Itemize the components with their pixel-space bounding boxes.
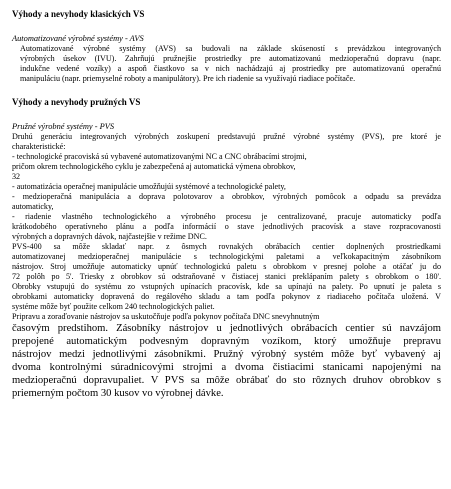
subheading-avs: Automatizované výrobné systémy - AVS <box>12 34 144 43</box>
text-line: obrobkami automaticky dopravená do regálového skladu a tam podľa pokynov z riadiaceho počítača uložená. V <box>12 292 441 301</box>
heading-classic-vs: Výhody a nevyhody klasických VS <box>12 9 145 19</box>
text-line: Pripravu a zoraďovanie nástrojov sa uskutočňuje podľa pokynov počítača DNC snevyhnutným <box>12 312 320 321</box>
text-line: Obrobky vstupujú do systému zo vstupných upínacích pracovísk, kde sa upínajú na palety. Po upnutí je paleta s <box>12 282 441 291</box>
text-line: systéme môže byť použite celkom 240 technologických paliet. <box>12 302 215 311</box>
text-line: automatizovanej medzioperačnej manipulácie s technologickými paletami a veľkokapacitným zásobníkom <box>12 252 441 261</box>
text-line-large: nástrojov medzi jednotlivými zásobníkmi. Pružný výrobný systém môže byť vybavený aj <box>12 349 441 360</box>
text-line: indukčne vedené vozíky) a aspoň čiastkovo sa v nich nachádzajú aj prostriedky pre automatizovanú operačnú <box>20 64 441 73</box>
text-line: nástrojov. Stroj umožňuje automaticky upnúť technologickú paletu s obrobkom v presnej polohe a otáčať ju do <box>12 262 441 271</box>
list-item: - medzioperačná manipulácia a doprava polotovarov a obrobkov, výrobných pomôcok a odpadu sa prevádza <box>12 192 441 201</box>
text-line-large: časovým predstihom. Zásobníky nástrojov u jednotlivých obrábacích centier sú navzájom <box>12 323 441 334</box>
text-line-large: medzioperačnú dopravupaliet. V PVS sa môže obrábať do sto rôznych druhov obrobkov s <box>12 375 441 386</box>
list-item: - automatizácia operačnej manipulácie umožňujúi systémové a technologické palety, <box>12 182 286 191</box>
text-line: automaticky, <box>12 202 54 211</box>
text-line: Druhú generáciu integrovaných výrobných zoskupení predstavujú pružné výrobné systémy (PVS), pre ktoré je <box>12 132 441 141</box>
list-item: - riadenie vlastného technologického a výrobného procesu je centralizované, pracuje automaticky podľa <box>12 212 441 221</box>
text-line: výrobných úsekov (IVU). Zahrňujú pružnejšie prostriedky pre automatizovanú medzioperačnú dopravu (napr. <box>20 54 441 63</box>
text-line: charakteristické: <box>12 142 66 151</box>
text-line: pričom okrem technologického cyklu je zabezpečená aj automatická výmena obrobkov, <box>12 162 296 171</box>
subheading-pvs: Pružné výrobné systémy - PVS <box>12 122 115 131</box>
text-line: Automatizované výrobné systémy (AVS) sa budovali na základe skúseností s prevádzkou integrovaných <box>20 44 441 53</box>
text-line: výrobných a dopravných dávok, najčastejšie v režime DNC. <box>12 232 207 241</box>
text-line-large: prepojené automatickým podvesným dopravným vozíkom, ktorý umožňuje prepravu <box>12 336 441 347</box>
list-item: - technologické pracoviská sú vybavené automatizovanými NC a CNC obrábacími strojmi, <box>12 152 307 161</box>
text-line: krátkodobého operatívneho plánu a podľa informácií o stave jednotlivých pracovísk a stave rozpracovanosti <box>12 222 441 231</box>
page-number: 32 <box>12 172 21 181</box>
text-line: PVS-400 sa môže skladať napr. z ôsmych rovnakých obrábacích centier doplnených prostriedkami <box>12 242 441 251</box>
text-line: manipuláciu (napr. priemyselné roboty a manipulátory). Pre ich riadenie sa využívajú riadiace počítače. <box>20 74 356 83</box>
text-line: 72 polôh po 5'. Triesky z obrobkov sú odstraňované v čistiacej stanici preklápaním palety s obrobkom o 180'. <box>12 272 441 281</box>
text-line-large: priemerným počtom 30 kusov vo výrobnej dávke. <box>12 388 224 399</box>
heading-flexible-vs: Výhody a nevyhody pružných VS <box>12 97 141 107</box>
text-line-large: dvoma kontrolnými súradnicovými strojmi a dvoma čistiacimi stanicami napojenými na <box>12 362 441 373</box>
